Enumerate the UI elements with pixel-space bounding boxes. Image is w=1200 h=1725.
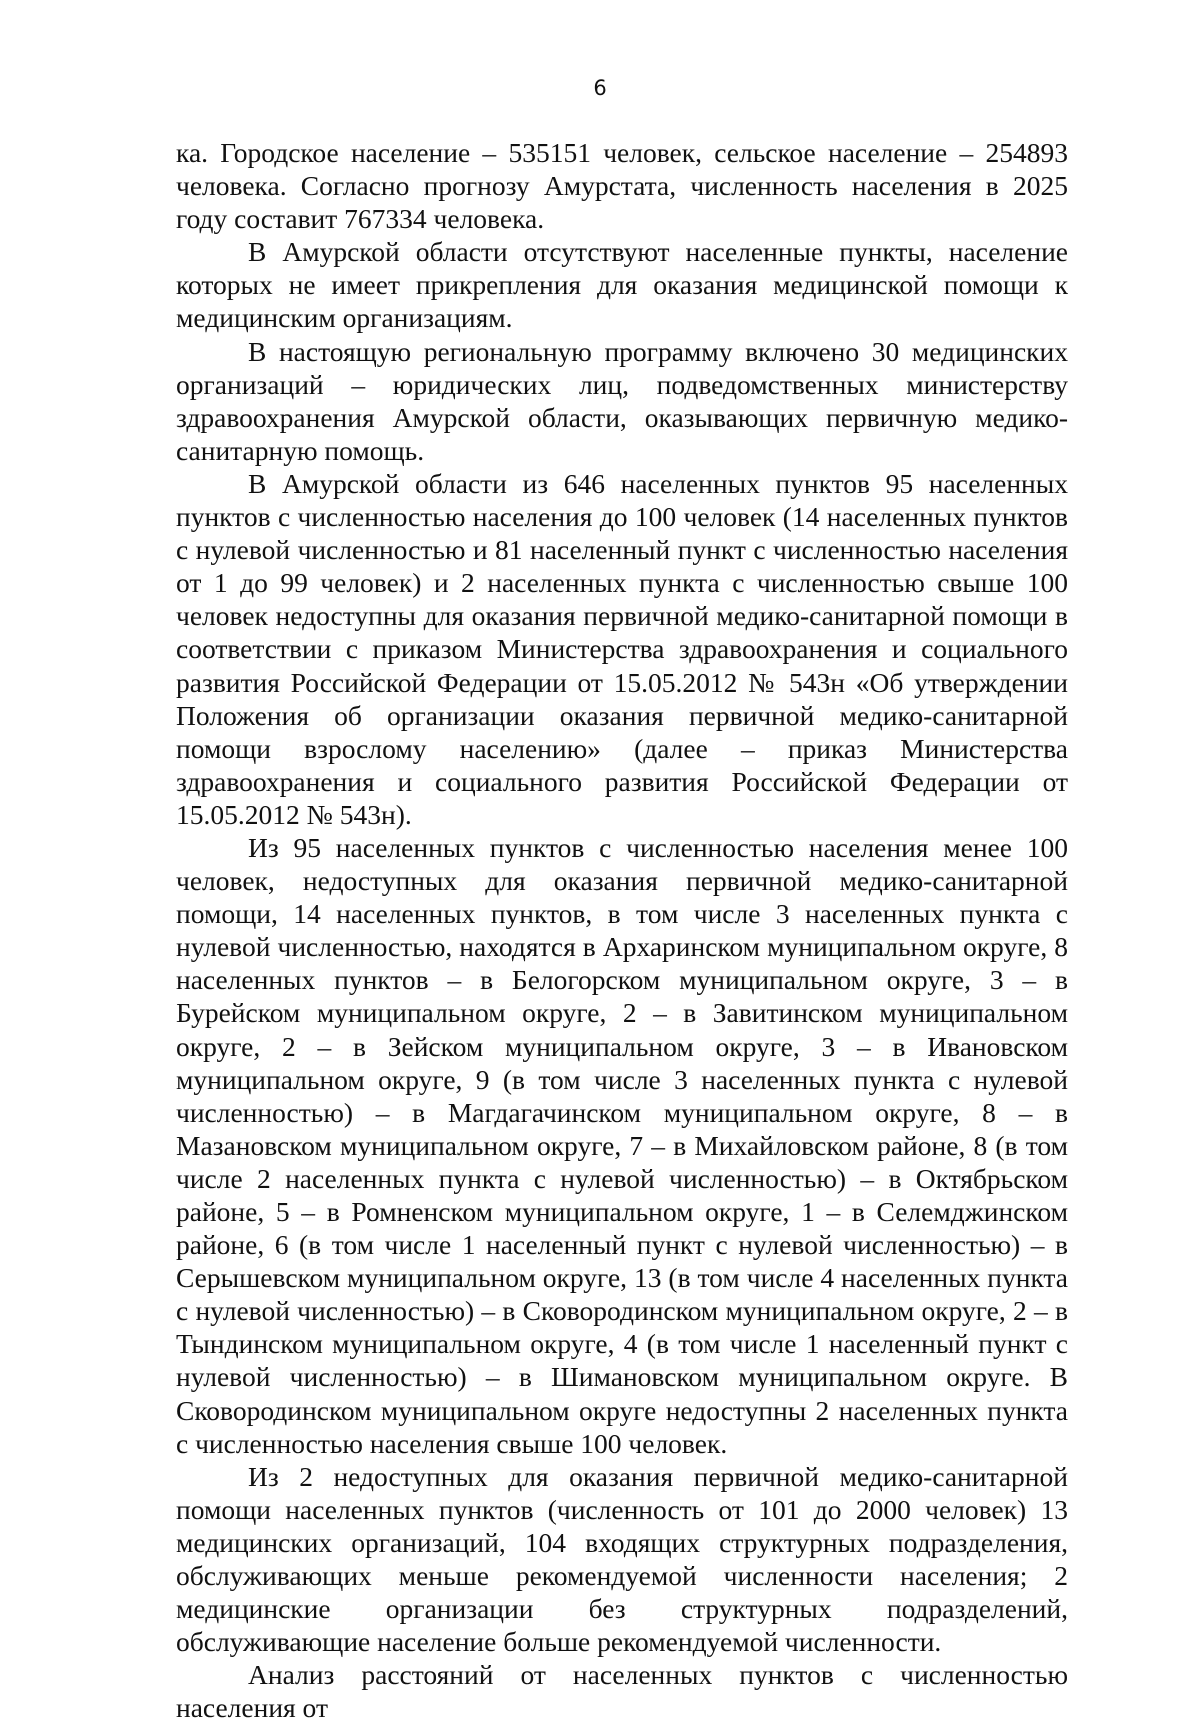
document-body — [176, 136, 1068, 1725]
paragraph-settlements-attachment: В Амурской области отсутствуют населенные пункты, население которых не имеет прикрепления для оказания медицинской помощи к медицинским организациям. — [176, 236, 1068, 334]
paragraph-medical-organizations: В настоящую региональную программу включено 30 медицинских организаций – юридических лиц, подведомственных министерству здравоохранения Амурской области, оказывающих первичную медико-санитарную помощь. — [176, 335, 1068, 466]
paragraph-district-breakdown: Из 95 населенных пунктов с численностью населения менее 100 человек, недоступных для оказания первичной медико-санитарной помощи, 14 населенных пунктов, в том числе 3 населенных пункта с нулевой численностью, находятся в Архаринском муниципальном округе, 8 населенных пунктов – в Белогорском муниципальном округе, 3 – в Бурейском муниципальном округе, 2 – в Завитинском муниципальном округе, 2 – в Зейском муниципальном округе, 3 – в Ивановском муниципальном округе, 9 (в том числе 3 населенных пункта с нулевой численностью) – в Магдагачинском муниципальном округе, 8 – в Мазановском муниципальном округе, 7 – в Михайловском районе, 8 (в том числе 2 населенных пункта с нулевой численностью) – в Октябрьском районе, 5 – в Ромненском муниципальном округе, 1 – в Селемджинском районе, 6 (в том числе 1 населенный пункт с нулевой численностью) – в Серышевском муниципальном округе, 13 (в том числе 4 населенных пункта с нулевой численностью) – в Сковородинском муниципальном округе, 2 – в Тындинском муниципальном округе, 4 (в том числе 1 населенный пункт с нулевой численностью) – в Шимановском муниципальном округе. В Сковородинском муниципальном округе недоступны 2 населенных пункта с численностью населения свыше 100 человек. — [176, 831, 1068, 1459]
page-number: 6 — [593, 76, 607, 100]
paragraph-structural-units: Из 2 недоступных для оказания первичной медико-санитарной помощи населенных пунктов (численность от 101 до 2000 человек) 13 медицинских организаций, 104 входящих структурных подразделения, обслуживающих меньше рекомендуемой численности населения; 2 медицинские организации без структурных подразделений, обслуживающие население больше рекомендуемой численности. — [176, 1460, 1068, 1658]
paragraph-distance-analysis: Анализ расстояний от населенных пунктов с численностью населения от — [176, 1659, 1068, 1724]
paragraph-population-continued: ка. Городское население – 535151 человек, сельское население – 254893 человека. Согласно прогнозу Амурстата, численность населения в 2025 году составит 767334 человека. — [176, 137, 1068, 235]
paragraph-inaccessible-settlements: В Амурской области из 646 населенных пунктов 95 населенных пунктов с численностью населения до 100 человек (14 населенных пунктов с нулевой численностью и 81 населенный пункт с численностью населения от 1 до 99 человек) и 2 населенных пункта с численностью свыше 100 человек недоступны для оказания первичной медико-санитарной помощи в соответствии с приказом Министерства здравоохранения и социального развития Российской Федерации от 15.05.2012 № 543н «Об утверждении Положения об организации оказания первичной медико-санитарной помощи взрослому населению» (далее – приказ Министерства здравоохранения и социального развития Российской Федерации от 15.05.2012 № 543н). — [176, 467, 1068, 830]
